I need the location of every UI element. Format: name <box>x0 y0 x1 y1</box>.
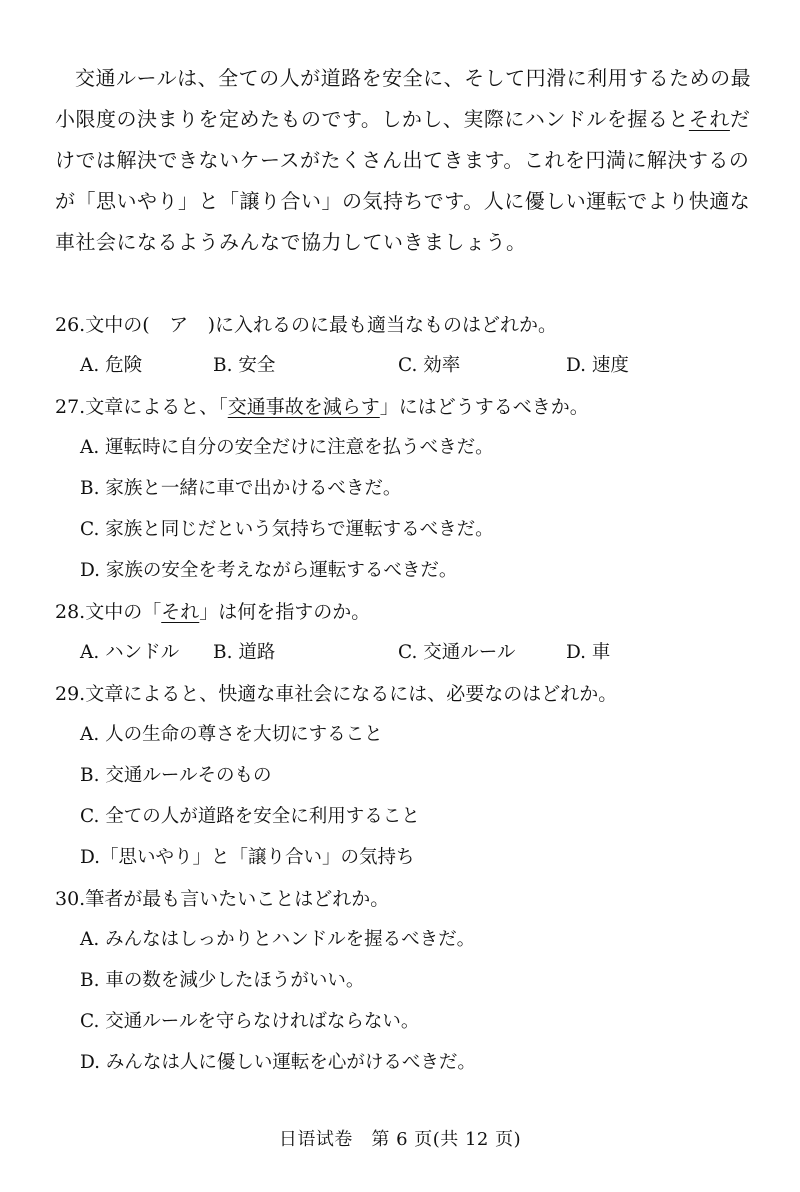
question-number: 26. <box>55 314 86 336</box>
underlined-word-sore: それ <box>688 107 730 131</box>
question-27 <box>55 394 589 420</box>
option-27-a: A. 運転時に自分の安全だけに注意を払うべきだ。 <box>80 437 494 458</box>
question-number: 29. <box>55 683 86 705</box>
option-28-b: B. 道路 <box>213 642 276 663</box>
question-text: 文章によると、快適な車社会になるには、必要なのはどれか。 <box>85 683 618 705</box>
underlined-phrase: 交通事故を減らす <box>227 396 380 418</box>
option-29-a: A. 人の生命の尊さを大切にすること <box>80 724 383 745</box>
question-number: 27. <box>55 396 86 418</box>
reading-passage <box>55 58 755 263</box>
question-number: 30. <box>55 888 86 910</box>
option-29-d: D.「思いやり」と「譲り合い」の気持ち <box>80 847 415 868</box>
question-text: 筆者が最も言いたいことはどれか。 <box>85 888 390 910</box>
option-26-c: C. 効率 <box>398 355 461 376</box>
option-27-b: B. 家族と一緒に車で出かけるべきだ。 <box>80 478 402 499</box>
option-28-a: A. ハンドル <box>80 642 180 663</box>
question-prefix: 文中の( <box>85 314 150 336</box>
option-29-c: C. 全ての人が道路を安全に利用すること <box>80 806 420 827</box>
page-footer: 日语试卷 第 6 页(共 12 页) <box>278 1129 522 1150</box>
option-26-d: D. 速度 <box>566 355 629 376</box>
option-30-d: D. みんなは人に優しい運転を心がけるべきだ。 <box>80 1052 476 1073</box>
question-29 <box>55 681 617 707</box>
question-suffix: 」にはどうするべきか。 <box>379 396 589 418</box>
question-30 <box>55 886 389 912</box>
option-30-a: A. みんなはしっかりとハンドルを握るべきだ。 <box>80 929 476 950</box>
question-26 <box>55 312 557 338</box>
option-26-b: B. 安全 <box>213 355 276 376</box>
question-suffix: 」は何を指すのか。 <box>199 601 371 623</box>
option-29-b: B. 交通ルールそのもの <box>80 765 272 786</box>
passage-text-part-2: だけでは解決できないケースがたくさん出てきます。これを円満に解決するのが「思いやり」と「譲り合い」の気持ちです。人に優しい運転でより快適な車社会になるようみんなで協力していきましょう。 <box>55 107 751 254</box>
option-30-c: C. 交通ルールを守らなければならない。 <box>80 1011 420 1032</box>
passage-paragraph <box>55 58 755 263</box>
option-27-d: D. 家族の安全を考えながら運転するべきだ。 <box>80 560 458 581</box>
option-27-c: C. 家族と同じだという気持ちで運転するべきだ。 <box>80 519 494 540</box>
question-prefix: 文章によると、「 <box>85 396 228 418</box>
underlined-phrase: それ <box>161 601 200 623</box>
question-prefix: 文中の「 <box>85 601 162 623</box>
question-suffix: )に入れるのに最も適当なものはどれか。 <box>207 314 558 336</box>
option-28-d: D. 車 <box>566 642 611 663</box>
option-26-a: A. 危険 <box>80 355 143 376</box>
option-28-c: C. 交通ルール <box>398 642 516 663</box>
option-30-b: B. 車の数を減少したほうがいい。 <box>80 970 365 991</box>
question-number: 28. <box>55 601 86 623</box>
question-28 <box>55 599 370 625</box>
blank-label: ア <box>169 314 189 336</box>
passage-text-part-1: 交通ルールは、全ての人が道路を安全に、そして円滑に利用するための最小限度の決まりを定めたものです。しかし、実際にハンドルを握ると <box>55 66 752 131</box>
